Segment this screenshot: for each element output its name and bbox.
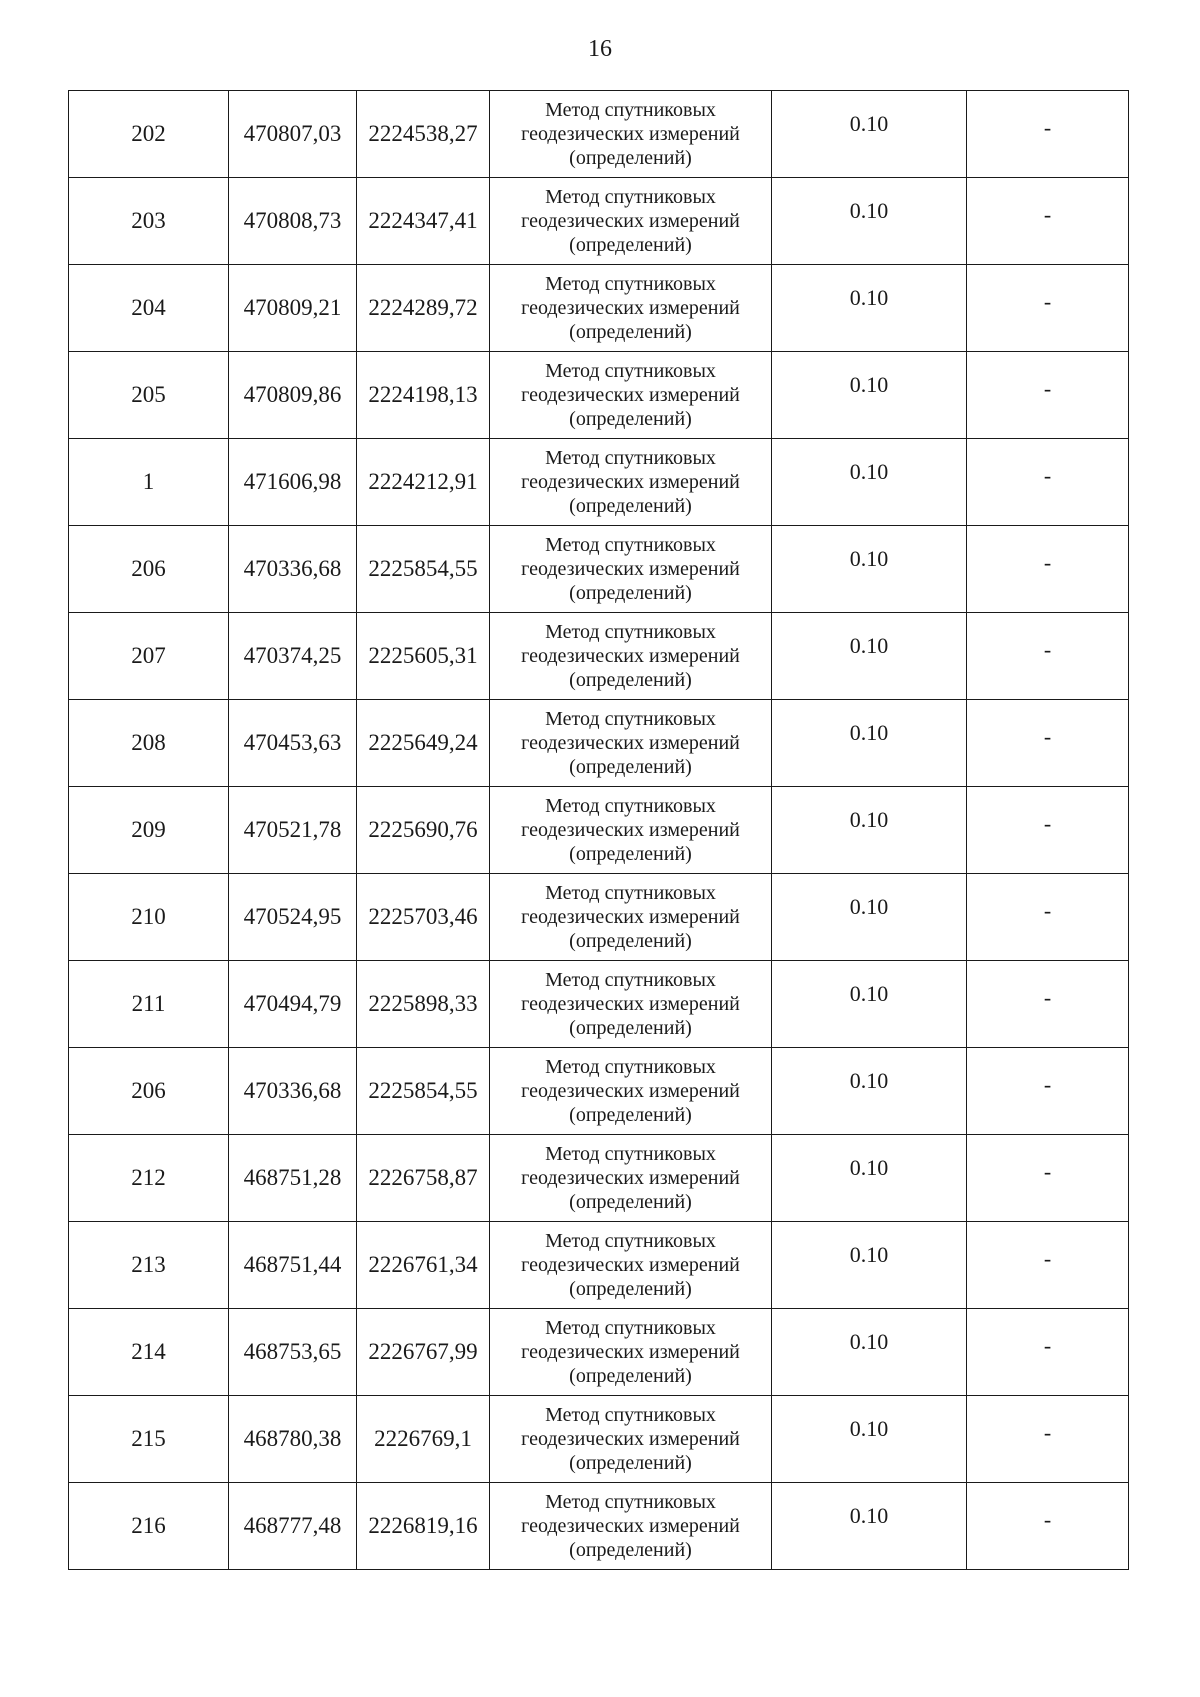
note-cell (967, 265, 1129, 352)
table-row (69, 1135, 1129, 1222)
accuracy-value: 0.10 (849, 198, 889, 223)
table-row (69, 178, 1129, 265)
method-line: геодезических измерений (521, 1515, 740, 1537)
point-number-cell: 202 (69, 91, 229, 178)
accuracy-cell (772, 178, 967, 265)
note-value: - (1043, 376, 1052, 401)
accuracy-value: 0.10 (849, 1503, 889, 1528)
note-cell (967, 1483, 1129, 1570)
accuracy-cell (772, 613, 967, 700)
method-line: геодезических измерений (521, 1167, 740, 1189)
note-cell (967, 613, 1129, 700)
x-coordinate-cell: 470808,73 (229, 178, 357, 265)
point-number-cell: 215 (69, 1396, 229, 1483)
accuracy-cell (772, 1396, 967, 1483)
method-line: (определений) (569, 1278, 692, 1300)
method-line: Метод спутниковых (545, 447, 716, 469)
method-cell (490, 961, 772, 1048)
method-line: (определений) (569, 1365, 692, 1387)
accuracy-value: 0.10 (849, 546, 889, 571)
accuracy-value: 0.10 (849, 1242, 889, 1267)
method-line: (определений) (569, 669, 692, 691)
method-line: Метод спутниковых (545, 1056, 716, 1078)
table-row (69, 874, 1129, 961)
method-line: Метод спутниковых (545, 1230, 716, 1252)
x-coordinate-cell: 468780,38 (229, 1396, 357, 1483)
table-row (69, 265, 1129, 352)
coordinates-table (68, 90, 1129, 1570)
method-cell (490, 1483, 772, 1570)
accuracy-value: 0.10 (849, 894, 889, 919)
accuracy-cell (772, 1309, 967, 1396)
method-line: (определений) (569, 1191, 692, 1213)
method-cell (490, 1396, 772, 1483)
method-line: геодезических измерений (521, 297, 740, 319)
note-value: - (1043, 1333, 1052, 1358)
table-row (69, 526, 1129, 613)
accuracy-cell (772, 1222, 967, 1309)
accuracy-cell (772, 1135, 967, 1222)
x-coordinate-cell: 468777,48 (229, 1483, 357, 1570)
note-value: - (1043, 463, 1052, 488)
table-row (69, 91, 1129, 178)
x-coordinate-cell: 470524,95 (229, 874, 357, 961)
note-value: - (1043, 1159, 1052, 1184)
note-value: - (1043, 550, 1052, 575)
page-number: 16 (588, 36, 612, 62)
y-coordinate-cell: 2224198,13 (357, 352, 490, 439)
y-coordinate-cell: 2224212,91 (357, 439, 490, 526)
method-line: геодезических измерений (521, 471, 740, 493)
method-line: геодезических измерений (521, 1428, 740, 1450)
note-cell (967, 1048, 1129, 1135)
x-coordinate-cell: 470453,63 (229, 700, 357, 787)
method-line: Метод спутниковых (545, 708, 716, 730)
accuracy-value: 0.10 (849, 633, 889, 658)
method-line: Метод спутниковых (545, 882, 716, 904)
y-coordinate-cell: 2225854,55 (357, 1048, 490, 1135)
note-value: - (1043, 202, 1052, 227)
y-coordinate-cell: 2225649,24 (357, 700, 490, 787)
accuracy-value: 0.10 (849, 807, 889, 832)
method-cell (490, 526, 772, 613)
coordinates-table-container (68, 90, 1128, 1570)
method-line: (определений) (569, 234, 692, 256)
table-row (69, 1222, 1129, 1309)
method-line: Метод спутниковых (545, 273, 716, 295)
method-cell (490, 613, 772, 700)
x-coordinate-cell: 470809,86 (229, 352, 357, 439)
note-value: - (1043, 115, 1052, 140)
y-coordinate-cell: 2226819,16 (357, 1483, 490, 1570)
note-value: - (1043, 985, 1052, 1010)
method-cell (490, 1222, 772, 1309)
y-coordinate-cell: 2225605,31 (357, 613, 490, 700)
method-line: геодезических измерений (521, 732, 740, 754)
accuracy-cell (772, 526, 967, 613)
note-cell (967, 91, 1129, 178)
x-coordinate-cell: 470807,03 (229, 91, 357, 178)
table-row (69, 1048, 1129, 1135)
point-number-cell: 211 (69, 961, 229, 1048)
point-number-cell: 210 (69, 874, 229, 961)
method-line: Метод спутниковых (545, 969, 716, 991)
method-cell (490, 178, 772, 265)
note-value: - (1043, 1420, 1052, 1445)
accuracy-value: 0.10 (849, 111, 889, 136)
note-cell (967, 961, 1129, 1048)
x-coordinate-cell: 470336,68 (229, 1048, 357, 1135)
x-coordinate-cell: 471606,98 (229, 439, 357, 526)
method-line: (определений) (569, 408, 692, 430)
method-line: геодезических измерений (521, 558, 740, 580)
accuracy-value: 0.10 (849, 1068, 889, 1093)
note-value: - (1043, 1246, 1052, 1271)
method-cell (490, 1135, 772, 1222)
method-line: (определений) (569, 1452, 692, 1474)
accuracy-cell (772, 961, 967, 1048)
note-cell (967, 439, 1129, 526)
method-cell (490, 352, 772, 439)
x-coordinate-cell: 468751,44 (229, 1222, 357, 1309)
method-line: Метод спутниковых (545, 1404, 716, 1426)
method-line: Метод спутниковых (545, 1143, 716, 1165)
point-number-cell: 214 (69, 1309, 229, 1396)
method-line: геодезических измерений (521, 210, 740, 232)
method-cell (490, 439, 772, 526)
method-line: Метод спутниковых (545, 795, 716, 817)
note-value: - (1043, 1072, 1052, 1097)
method-cell (490, 787, 772, 874)
y-coordinate-cell: 2226767,99 (357, 1309, 490, 1396)
accuracy-value: 0.10 (849, 1416, 889, 1441)
y-coordinate-cell: 2225854,55 (357, 526, 490, 613)
point-number-cell: 209 (69, 787, 229, 874)
x-coordinate-cell: 468753,65 (229, 1309, 357, 1396)
method-cell (490, 700, 772, 787)
note-value: - (1043, 289, 1052, 314)
accuracy-value: 0.10 (849, 285, 889, 310)
y-coordinate-cell: 2224538,27 (357, 91, 490, 178)
y-coordinate-cell: 2226758,87 (357, 1135, 490, 1222)
point-number-cell: 213 (69, 1222, 229, 1309)
table-row (69, 352, 1129, 439)
accuracy-cell (772, 700, 967, 787)
table-row (69, 1309, 1129, 1396)
accuracy-cell (772, 1048, 967, 1135)
point-number-cell: 208 (69, 700, 229, 787)
point-number-cell: 206 (69, 526, 229, 613)
y-coordinate-cell: 2225703,46 (357, 874, 490, 961)
accuracy-value: 0.10 (849, 1155, 889, 1180)
method-line: геодезических измерений (521, 645, 740, 667)
accuracy-value: 0.10 (849, 720, 889, 745)
method-line: геодезических измерений (521, 819, 740, 841)
method-line: Метод спутниковых (545, 1317, 716, 1339)
point-number-cell: 203 (69, 178, 229, 265)
accuracy-value: 0.10 (849, 981, 889, 1006)
method-line: Метод спутниковых (545, 1491, 716, 1513)
method-line: Метод спутниковых (545, 621, 716, 643)
note-value: - (1043, 637, 1052, 662)
x-coordinate-cell: 470521,78 (229, 787, 357, 874)
accuracy-value: 0.10 (849, 372, 889, 397)
method-line: (определений) (569, 495, 692, 517)
method-cell (490, 1048, 772, 1135)
method-line: Метод спутниковых (545, 99, 716, 121)
accuracy-cell (772, 787, 967, 874)
point-number-cell: 212 (69, 1135, 229, 1222)
method-line: геодезических измерений (521, 906, 740, 928)
note-cell (967, 787, 1129, 874)
note-value: - (1043, 811, 1052, 836)
y-coordinate-cell: 2224347,41 (357, 178, 490, 265)
accuracy-value: 0.10 (849, 459, 889, 484)
accuracy-cell (772, 439, 967, 526)
x-coordinate-cell: 470809,21 (229, 265, 357, 352)
y-coordinate-cell: 2226761,34 (357, 1222, 490, 1309)
note-value: - (1043, 1507, 1052, 1532)
method-cell (490, 91, 772, 178)
method-cell (490, 265, 772, 352)
method-line: (определений) (569, 147, 692, 169)
accuracy-cell (772, 265, 967, 352)
method-line: (определений) (569, 930, 692, 952)
y-coordinate-cell: 2225898,33 (357, 961, 490, 1048)
method-line: геодезических измерений (521, 384, 740, 406)
method-line: (определений) (569, 843, 692, 865)
method-line: геодезических измерений (521, 993, 740, 1015)
accuracy-value: 0.10 (849, 1329, 889, 1354)
note-cell (967, 352, 1129, 439)
method-cell (490, 874, 772, 961)
x-coordinate-cell: 470336,68 (229, 526, 357, 613)
x-coordinate-cell: 468751,28 (229, 1135, 357, 1222)
method-line: Метод спутниковых (545, 534, 716, 556)
method-cell (490, 1309, 772, 1396)
method-line: (определений) (569, 756, 692, 778)
accuracy-cell (772, 1483, 967, 1570)
note-cell (967, 526, 1129, 613)
method-line: геодезических измерений (521, 123, 740, 145)
table-row (69, 961, 1129, 1048)
x-coordinate-cell: 470494,79 (229, 961, 357, 1048)
method-line: (определений) (569, 582, 692, 604)
method-line: (определений) (569, 321, 692, 343)
method-line: (определений) (569, 1539, 692, 1561)
point-number-cell: 1 (69, 439, 229, 526)
table-body (69, 91, 1129, 1570)
note-cell (967, 874, 1129, 961)
point-number-cell: 205 (69, 352, 229, 439)
accuracy-cell (772, 352, 967, 439)
note-cell (967, 1222, 1129, 1309)
accuracy-cell (772, 874, 967, 961)
note-cell (967, 1396, 1129, 1483)
note-cell (967, 1309, 1129, 1396)
y-coordinate-cell: 2226769,1 (357, 1396, 490, 1483)
table-row (69, 1483, 1129, 1570)
table-row (69, 439, 1129, 526)
method-line: геодезических измерений (521, 1341, 740, 1363)
y-coordinate-cell: 2224289,72 (357, 265, 490, 352)
method-line: Метод спутниковых (545, 360, 716, 382)
x-coordinate-cell: 470374,25 (229, 613, 357, 700)
table-row (69, 1396, 1129, 1483)
point-number-cell: 206 (69, 1048, 229, 1135)
table-row (69, 700, 1129, 787)
note-cell (967, 1135, 1129, 1222)
table-row (69, 613, 1129, 700)
accuracy-cell (772, 91, 967, 178)
method-line: (определений) (569, 1017, 692, 1039)
note-cell (967, 700, 1129, 787)
note-cell (967, 178, 1129, 265)
table-row (69, 787, 1129, 874)
point-number-cell: 207 (69, 613, 229, 700)
y-coordinate-cell: 2225690,76 (357, 787, 490, 874)
method-line: Метод спутниковых (545, 186, 716, 208)
note-value: - (1043, 724, 1052, 749)
method-line: геодезических измерений (521, 1080, 740, 1102)
point-number-cell: 204 (69, 265, 229, 352)
note-value: - (1043, 898, 1052, 923)
method-line: (определений) (569, 1104, 692, 1126)
method-line: геодезических измерений (521, 1254, 740, 1276)
point-number-cell: 216 (69, 1483, 229, 1570)
